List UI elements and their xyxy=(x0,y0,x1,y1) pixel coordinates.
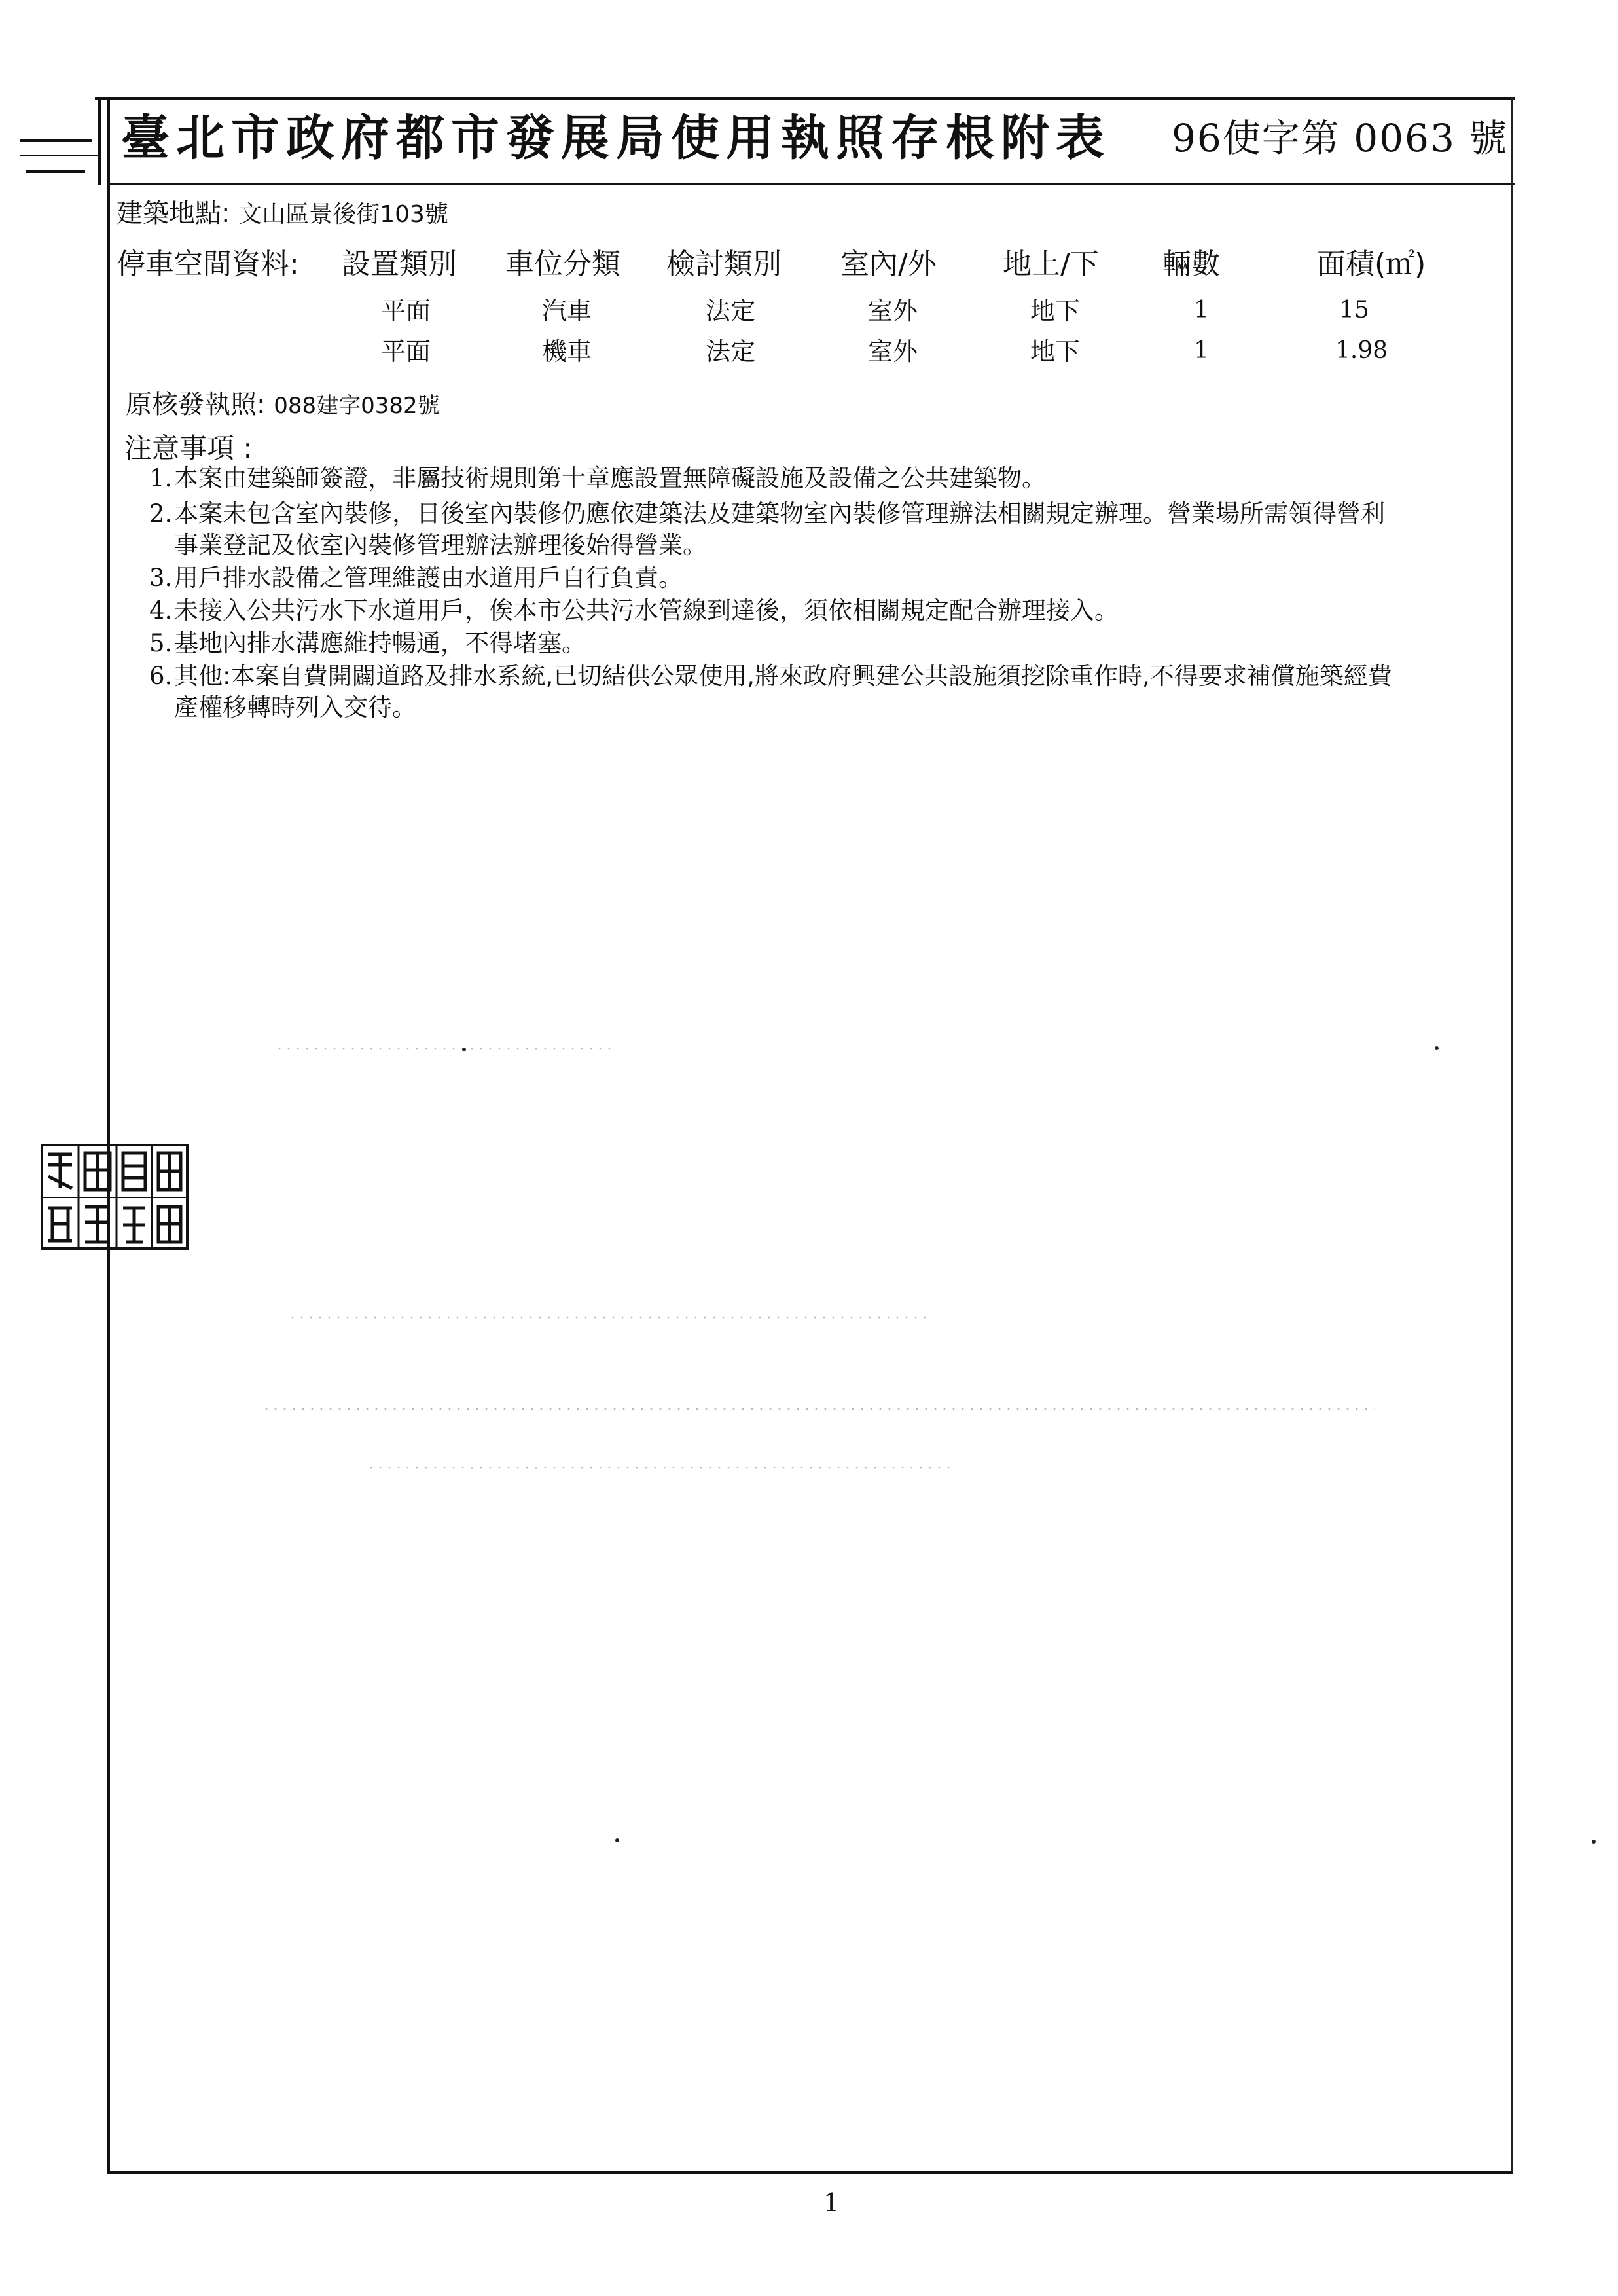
note-item: 4.未接入公共污水下水道用戶，俟本市公共污水管線到達後，須依相關規定配合辦理接入。 xyxy=(149,596,1119,625)
table-cell: 15 xyxy=(1339,297,1369,323)
table-cell: 法定 xyxy=(706,337,756,366)
column-header: 設置類別 xyxy=(342,247,457,281)
table-cell: 1.98 xyxy=(1335,337,1388,364)
note-item: 1.本案由建築師簽證，非屬技術規則第十章應設置無障礙設施及設備之公共建築物。 xyxy=(149,464,1046,492)
column-header: 檢討類別 xyxy=(666,247,782,281)
table-cell: 平面 xyxy=(381,297,431,325)
note-item-continuation: 產權移轉時列入交待。 xyxy=(174,693,416,721)
original-license-value: 088建字0382號 xyxy=(274,393,440,419)
note-item: 6.其他:本案自費開闢道路及排水系統,已切結供公眾使用,將來政府興建公共設施須挖除重作時,不得要求補償施築經費 xyxy=(149,662,1392,690)
scan-speck xyxy=(615,1838,619,1842)
table-cell: 1 xyxy=(1194,297,1209,323)
page-number: 1 xyxy=(823,2188,840,2217)
parking-label: 停車空間資料: xyxy=(117,247,299,281)
document-title: 臺北市政府都市發展局使用執照存根附表 xyxy=(121,110,1111,166)
table-cell: 地下 xyxy=(1030,297,1081,325)
binding-mark xyxy=(20,155,98,156)
scan-noise xyxy=(288,1316,929,1319)
address-value: 文山區景後街103號 xyxy=(238,201,448,228)
column-header: 面積(㎡) xyxy=(1317,247,1426,281)
scan-speck xyxy=(1435,1046,1439,1050)
scan-noise xyxy=(367,1467,956,1469)
table-cell: 室外 xyxy=(868,297,918,325)
scan-speck xyxy=(1592,1840,1596,1844)
header-left-border xyxy=(98,97,101,185)
note-item: 2.本案未包含室內裝修，日後室內裝修仍應依建築法及建築物室內裝修管理辦法相關規定辦理。營業場所需領得營利 xyxy=(149,500,1385,528)
table-cell: 室外 xyxy=(868,337,918,366)
note-item: 3.用戶排水設備之管理維護由水道用戶自行負責。 xyxy=(149,564,683,592)
table-cell: 平面 xyxy=(381,337,431,366)
scan-noise xyxy=(262,1408,1375,1410)
table-cell: 地下 xyxy=(1030,337,1081,366)
binding-mark xyxy=(26,170,85,173)
table-cell: 1 xyxy=(1194,337,1209,364)
column-header: 輛數 xyxy=(1162,247,1220,281)
address-label: 建築地點: xyxy=(117,198,230,228)
note-item-continuation: 事業登記及依室內裝修管理辦法辦理後始得營業。 xyxy=(174,531,707,559)
official-seal-stamp xyxy=(39,1142,190,1252)
building-address xyxy=(117,200,448,227)
document-number: 96使字第 0063 號 xyxy=(1172,116,1509,160)
column-header: 室內/外 xyxy=(840,247,937,281)
note-item: 5.基地內排水溝應維持暢通，不得堵塞。 xyxy=(149,629,586,657)
scan-speck xyxy=(462,1048,466,1051)
column-header: 車位分類 xyxy=(505,247,620,281)
notes-title: 注意事項 : xyxy=(124,432,253,464)
scan-noise xyxy=(275,1048,615,1050)
column-header: 地上/下 xyxy=(1003,247,1099,281)
table-cell: 汽車 xyxy=(542,297,592,325)
original-license xyxy=(126,392,440,418)
binding-mark xyxy=(20,139,92,142)
table-cell: 法定 xyxy=(706,297,756,325)
table-cell: 機車 xyxy=(542,337,592,366)
original-license-label: 原核發執照: xyxy=(126,390,266,420)
